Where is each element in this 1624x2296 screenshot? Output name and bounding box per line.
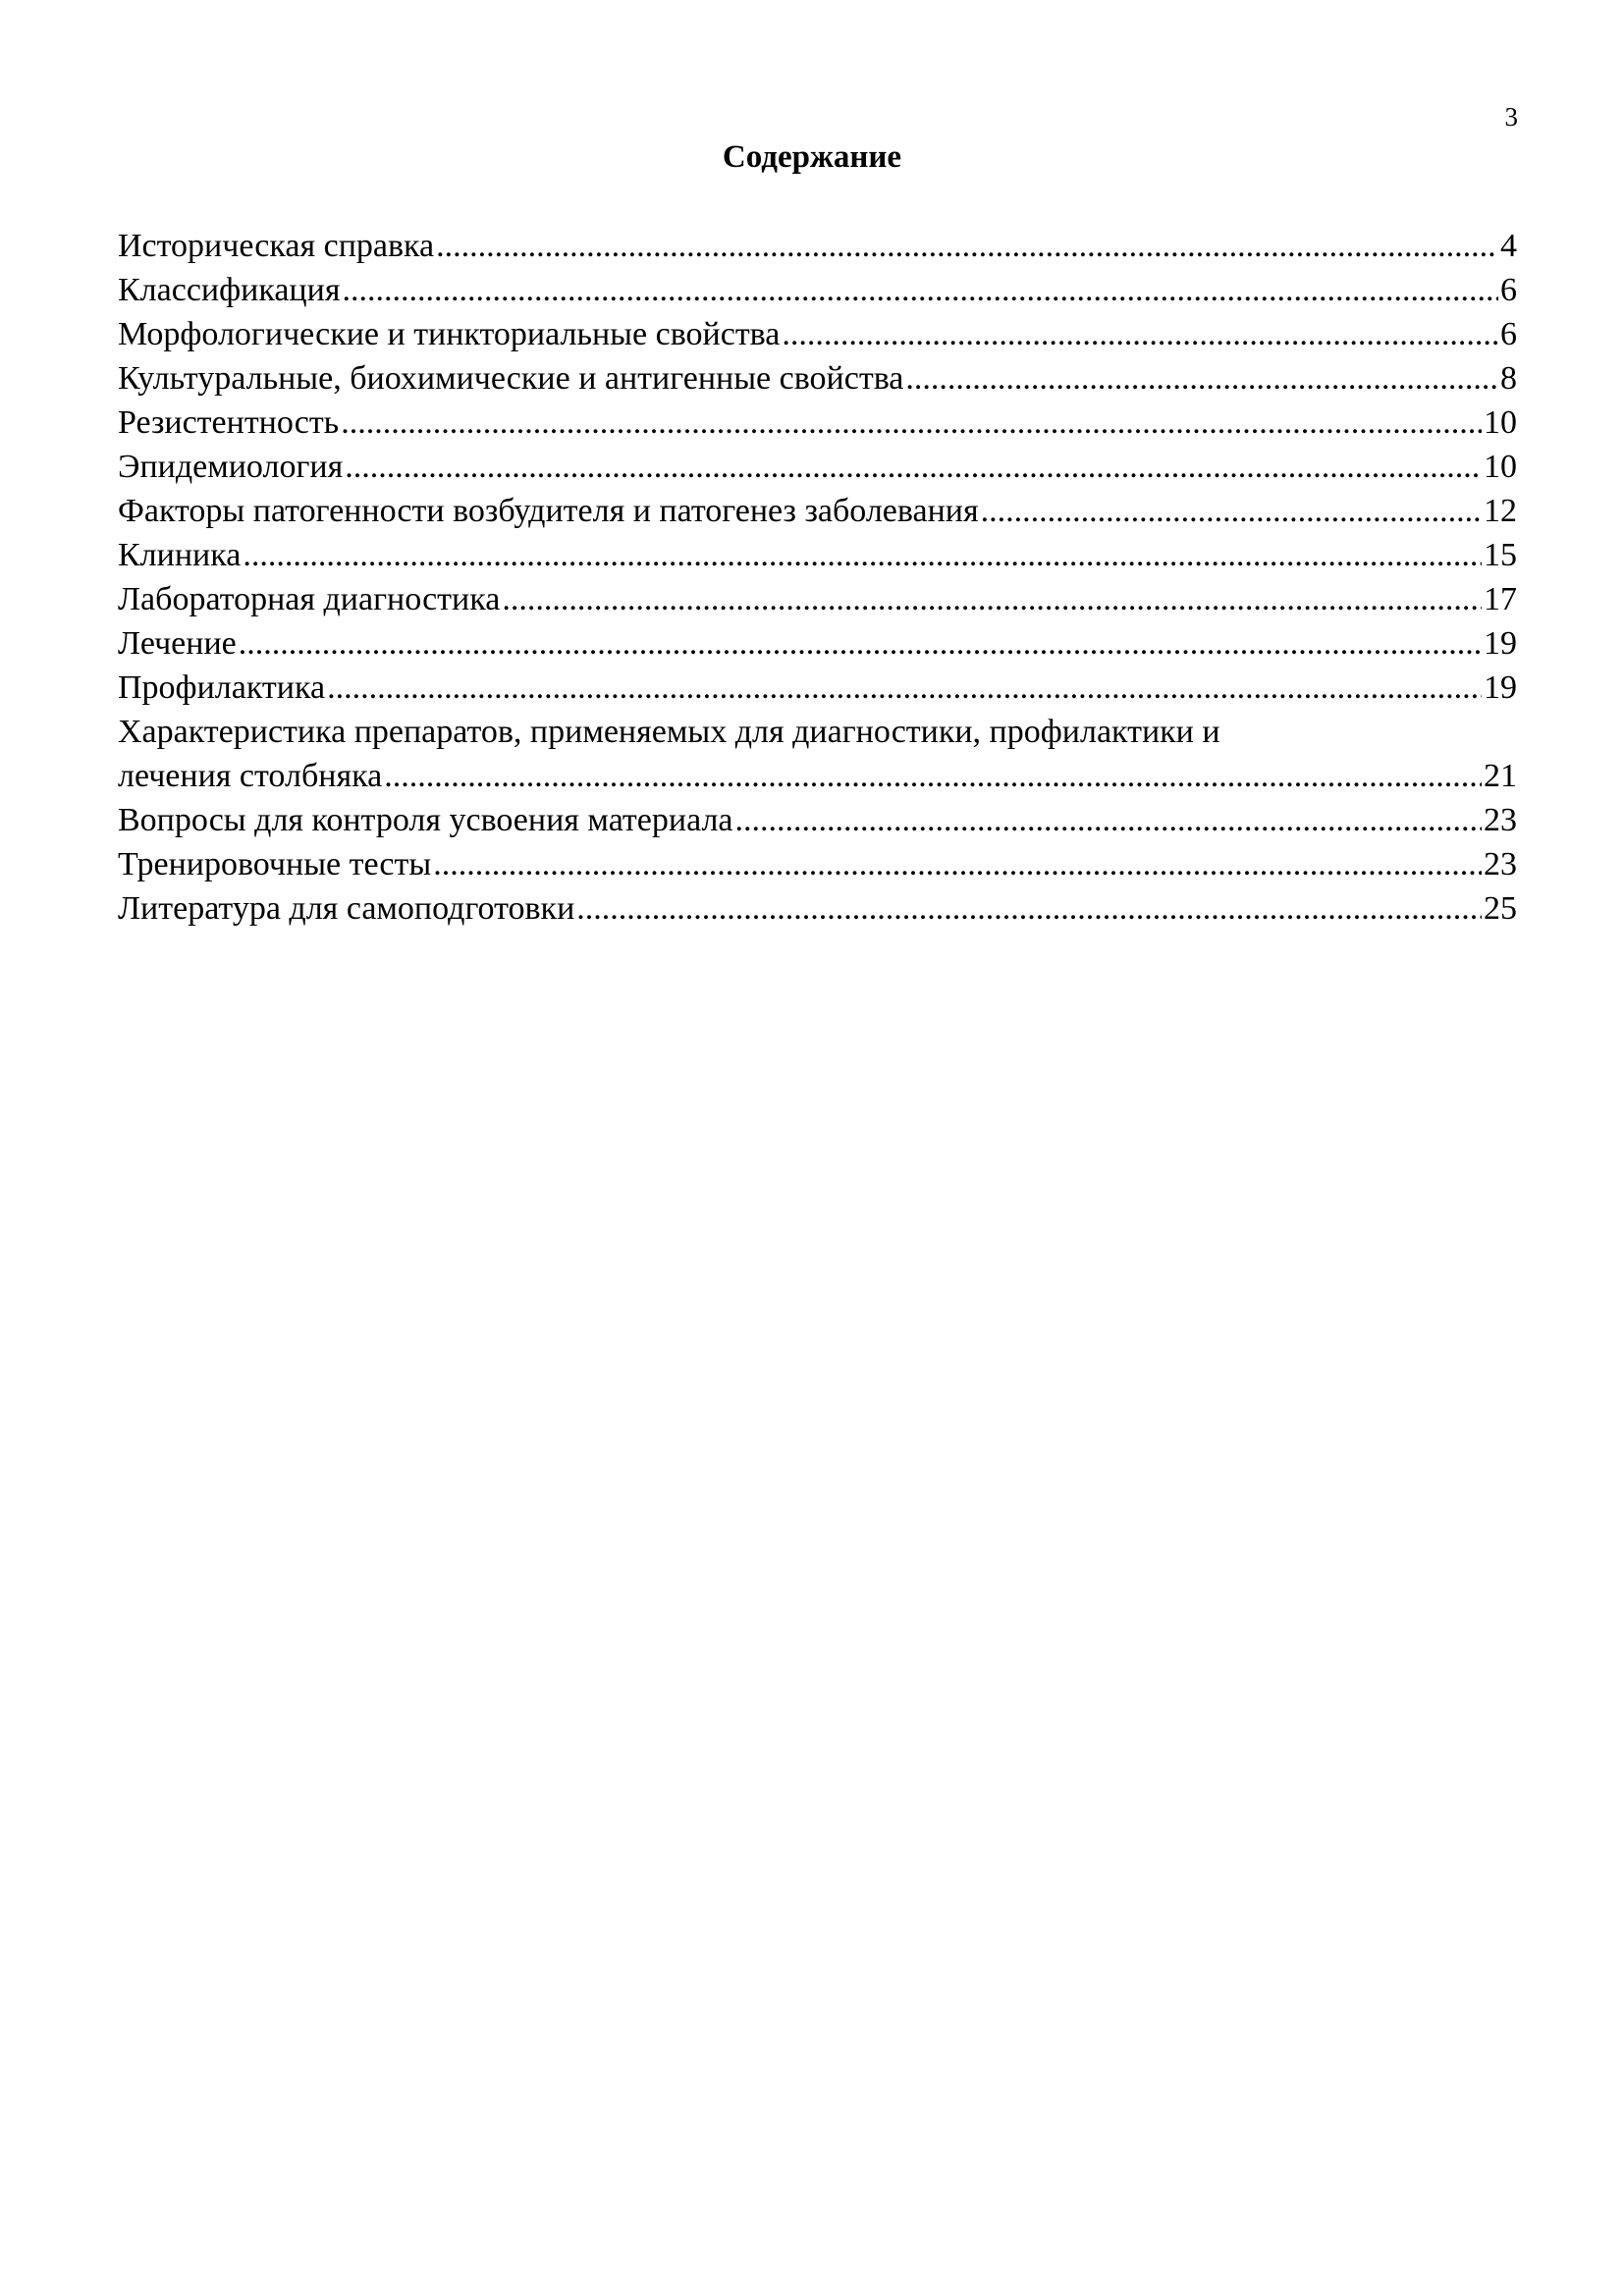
toc-entry-text: Лабораторная диагностика bbox=[118, 581, 501, 617]
toc-entry[interactable] bbox=[118, 842, 1517, 886]
toc-leader-dots bbox=[243, 533, 1482, 577]
toc-entry-page: 19 bbox=[1484, 625, 1517, 662]
toc-entry[interactable] bbox=[118, 886, 1517, 931]
toc-entry-text: Культуральные, биохимические и антигенные свойства bbox=[118, 360, 904, 397]
toc-leader-dots bbox=[735, 798, 1482, 842]
toc-leader-dots bbox=[905, 356, 1498, 400]
toc-entry-page: 23 bbox=[1484, 846, 1517, 882]
toc-entry-text: Лечение bbox=[118, 625, 237, 662]
toc-entry[interactable] bbox=[118, 400, 1517, 445]
toc-entry-text: Историческая справка bbox=[118, 228, 435, 264]
toc-entry-text: Литература для самоподготовки bbox=[118, 890, 575, 927]
toc-entry-page: 8 bbox=[1500, 360, 1517, 397]
toc-entry[interactable] bbox=[118, 356, 1517, 400]
toc-leader-dots bbox=[576, 886, 1482, 931]
toc-leader-dots bbox=[433, 842, 1482, 886]
toc-entry-page: 6 bbox=[1500, 272, 1517, 308]
toc-entry[interactable] bbox=[118, 666, 1517, 710]
toc-entry-page: 4 bbox=[1500, 228, 1517, 264]
toc-leader-dots bbox=[981, 489, 1482, 533]
toc-entry[interactable] bbox=[118, 710, 1517, 798]
toc-entry[interactable] bbox=[118, 312, 1517, 356]
toc-entry-page: 25 bbox=[1484, 890, 1517, 927]
toc-leader-dots bbox=[782, 312, 1498, 356]
toc-entry-page: 15 bbox=[1484, 537, 1517, 573]
toc-entry[interactable] bbox=[118, 445, 1517, 489]
toc-entry-text-line2: лечения столбняка bbox=[118, 758, 383, 794]
toc-entry[interactable] bbox=[118, 577, 1517, 621]
toc-entry-page: 6 bbox=[1500, 316, 1517, 352]
page-number: 3 bbox=[1504, 102, 1518, 132]
toc-leader-dots bbox=[436, 224, 1498, 268]
toc-leader-dots bbox=[502, 577, 1482, 621]
toc-leader-dots bbox=[345, 445, 1482, 489]
toc-entry-page: 23 bbox=[1484, 802, 1517, 838]
toc-entry-text-line1: Характеристика препаратов, применяемых для диагностики, профилактики и bbox=[118, 714, 1220, 750]
toc-leader-dots bbox=[342, 268, 1498, 312]
toc-entry[interactable] bbox=[118, 268, 1517, 312]
toc-entry-page: 21 bbox=[1484, 758, 1517, 794]
toc-entry-text: Классификация bbox=[118, 272, 341, 308]
toc-entry-text: Эпидемиология bbox=[118, 449, 344, 485]
toc-entry-page: 19 bbox=[1484, 669, 1517, 706]
toc-entry-text: Профилактика bbox=[118, 669, 326, 706]
toc-entry-page: 12 bbox=[1484, 493, 1517, 529]
toc-entry[interactable] bbox=[118, 224, 1517, 268]
toc-entry-page: 10 bbox=[1484, 404, 1517, 441]
toc-entry-page: 17 bbox=[1484, 581, 1517, 617]
toc-entry-text: Факторы патогенности возбудителя и патогенез заболевания bbox=[118, 493, 979, 529]
toc-entry-page: 10 bbox=[1484, 449, 1517, 485]
toc-entry-text: Морфологические и тинкториальные свойства bbox=[118, 316, 781, 352]
toc-title: Содержание bbox=[722, 139, 902, 175]
toc-leader-dots bbox=[384, 754, 1482, 798]
toc-entry[interactable] bbox=[118, 489, 1517, 533]
toc-entry-text: Тренировочные тесты bbox=[118, 846, 432, 882]
toc-entry[interactable] bbox=[118, 621, 1517, 666]
toc-leader-dots bbox=[341, 400, 1482, 445]
toc-entry-text: Резистентность bbox=[118, 404, 340, 441]
toc-entry[interactable] bbox=[118, 533, 1517, 577]
toc-entry[interactable] bbox=[118, 798, 1517, 842]
toc-entry-text: Вопросы для контроля усвоения материала bbox=[118, 802, 733, 838]
table-of-contents bbox=[118, 224, 1517, 931]
toc-entry-text: Клиника bbox=[118, 537, 242, 573]
toc-leader-dots bbox=[239, 621, 1482, 666]
toc-leader-dots bbox=[327, 666, 1482, 710]
